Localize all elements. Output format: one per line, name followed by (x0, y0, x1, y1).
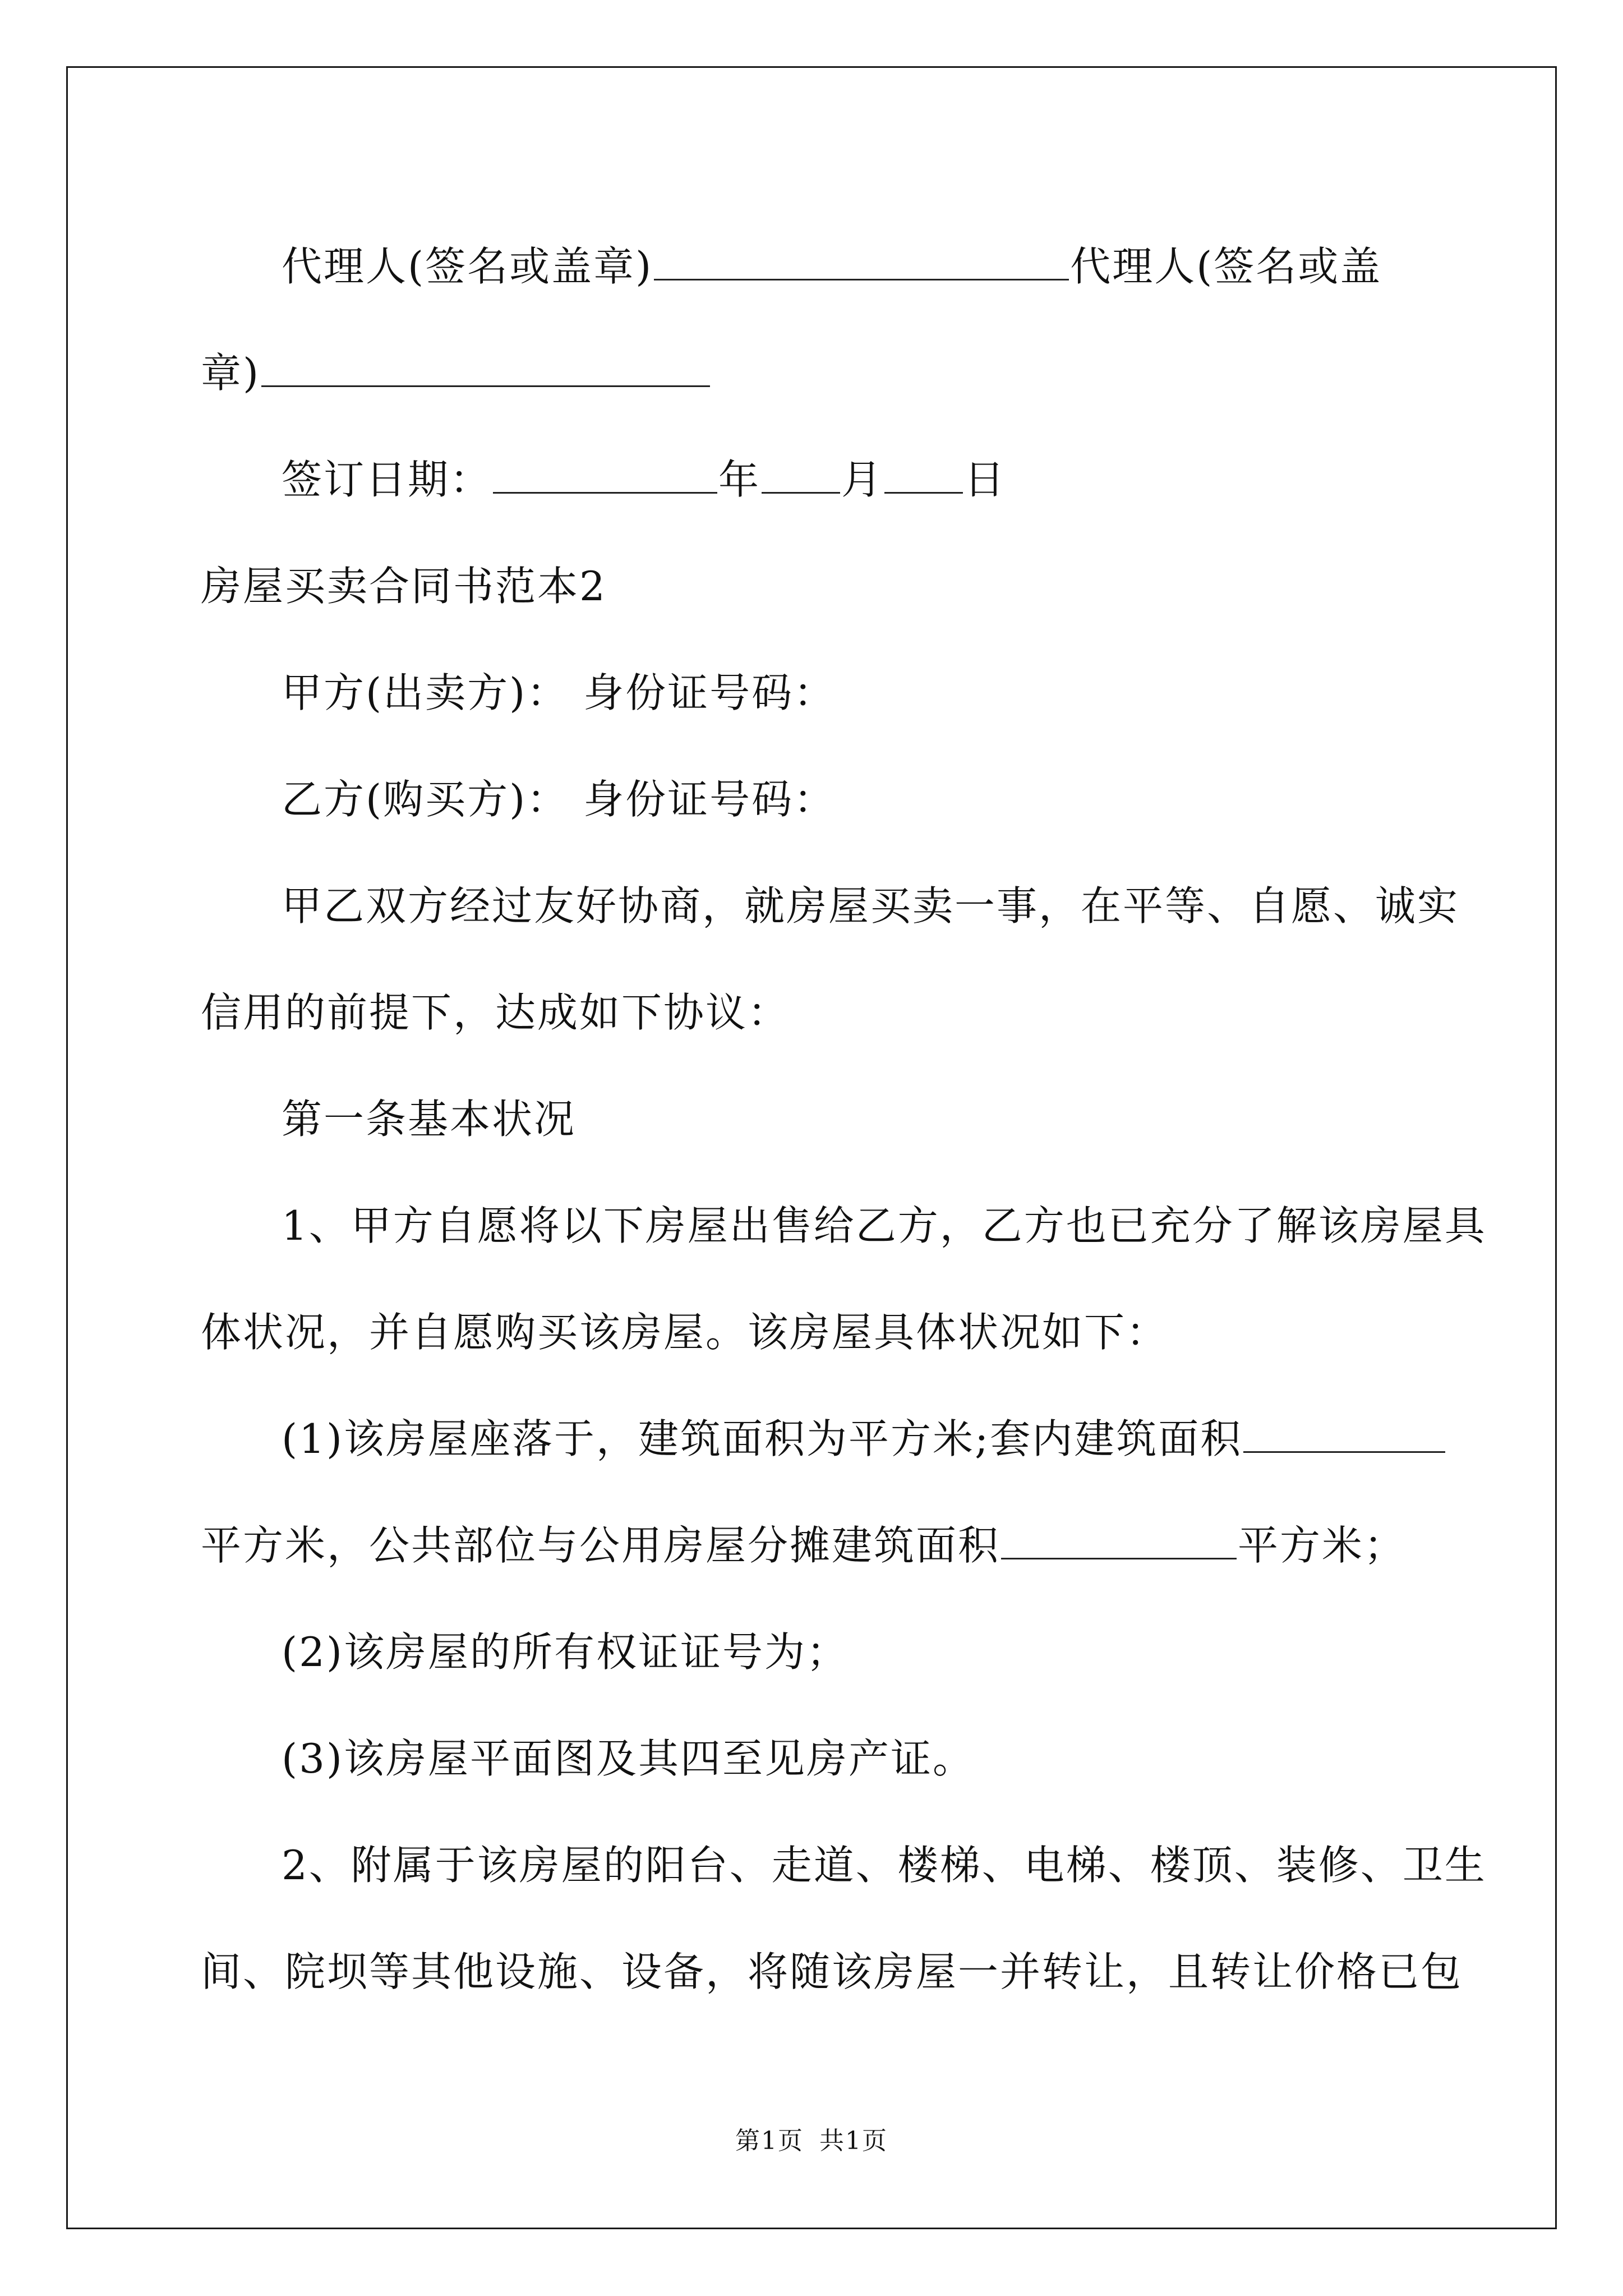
clause-1-line-1: 1、甲方自愿将以下房屋出售给乙方，乙方也已充分了解该房屋具 (282, 1202, 1487, 1249)
shared-area-blank (1001, 1522, 1237, 1559)
unit-label: 平方米； (1238, 1522, 1407, 1569)
agent-label-a: 代理人(签名或盖章) (282, 243, 653, 290)
agent-signature-line-cont (201, 320, 1422, 426)
item-1-line-1 (201, 1386, 1422, 1492)
clause-2-line-1: 2、附属于该房屋的阳台、走道、楼梯、电梯、楼顶、装修、卫生 (282, 1842, 1487, 1889)
signing-date-line (201, 426, 1422, 533)
agent-label-b: 代理人(签名或盖 (1070, 243, 1382, 290)
signature-blank (261, 349, 710, 387)
agent-label-b-end: 章) (201, 349, 261, 397)
month-blank (762, 456, 840, 494)
item-1-text: (1)该房屋座落于，建筑面积为平方米;套内建筑面积 (282, 1415, 1243, 1462)
party-b-line: 乙方(购买方)： 身份证号码： (282, 776, 836, 823)
area-blank (1243, 1415, 1445, 1453)
article-heading: 第一条基本状况 (282, 1096, 577, 1143)
agent-signature-line (201, 213, 1422, 320)
section-title: 房屋买卖合同书范本2 (201, 563, 607, 610)
page-number: 第1页 (735, 2127, 804, 2155)
page-total: 共1页 (819, 2127, 888, 2155)
intro-paragraph-line-2: 信用的前提下，达成如下协议： (201, 989, 790, 1036)
item-3-line: (3)该房屋平面图及其四至见房产证。 (282, 1735, 975, 1782)
clause-1-line-2: 体状况，并自愿购买该房屋。该房屋具体状况如下： (201, 1309, 1169, 1356)
item-2-line: (2)该房屋的所有权证证号为； (282, 1628, 849, 1676)
clause-2-line-2: 间、院坝等其他设施、设备，将随该房屋一并转让，且转让价格已包 (201, 1948, 1463, 1995)
item-1-text-cont: 平方米，公共部位与公用房屋分摊建筑面积 (201, 1522, 1000, 1569)
signature-blank (654, 243, 1069, 280)
party-a-line: 甲方(出卖方)： 身份证号码： (282, 669, 836, 716)
document-body (201, 213, 1487, 2025)
signing-date-label: 签订日期： (282, 456, 492, 503)
day-blank (884, 456, 963, 494)
page-footer (0, 2120, 1623, 2156)
year-label: 年 (718, 456, 761, 503)
year-blank (493, 456, 717, 494)
month-label: 月 (841, 456, 884, 503)
day-label: 日 (964, 456, 1007, 503)
intro-paragraph-line-1: 甲乙双方经过友好协商，就房屋买卖一事，在平等、自愿、诚实 (282, 882, 1460, 930)
item-1-line-2 (201, 1492, 1422, 1599)
